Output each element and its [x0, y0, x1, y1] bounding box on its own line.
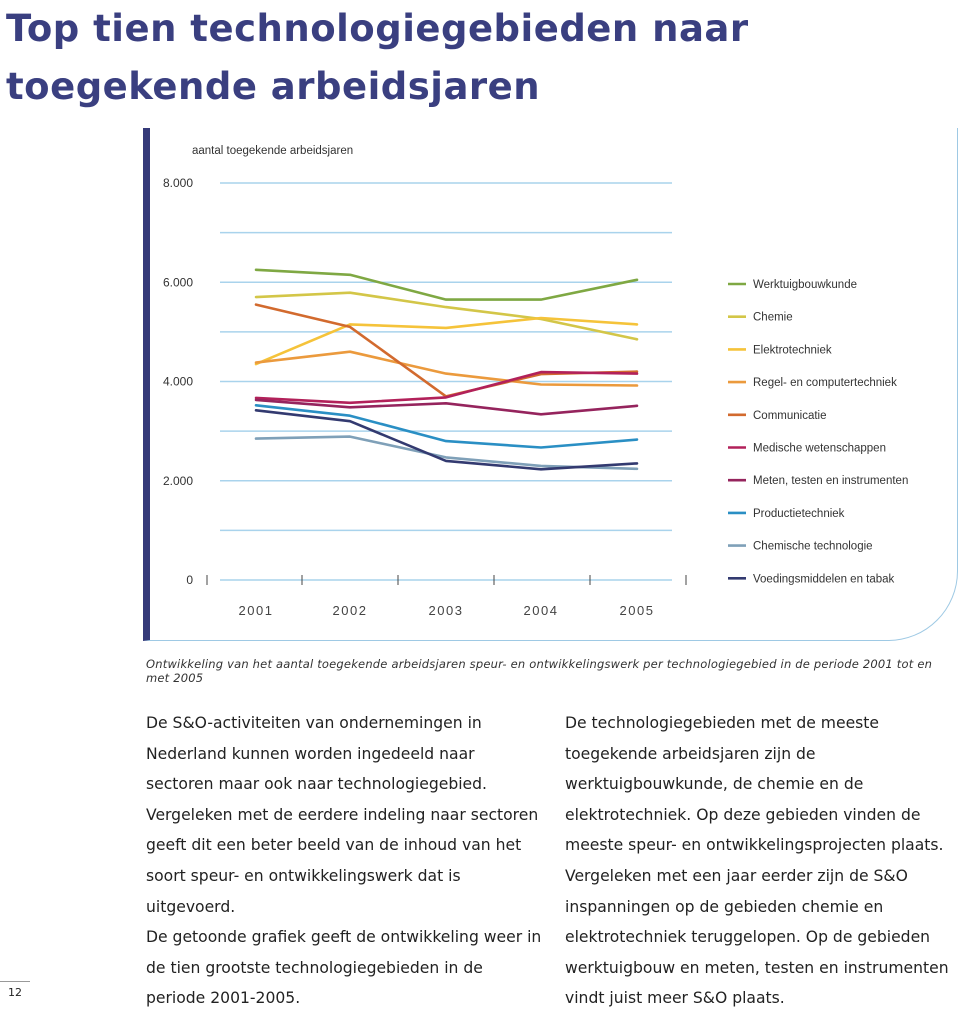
x-tick-label: 2003	[428, 603, 464, 618]
y-tick-label: 4.000	[162, 374, 193, 389]
y-tick-label: 2.000	[162, 473, 193, 488]
legend-label: Productietechniek	[753, 507, 845, 520]
paragraph: De S&O-activiteiten van ondernemingen in Nederland kunnen worden ingedeeld naar sectoren maar ook naar technologiegebied. Vergeleken met de eerdere indeling naar sectoren geeft dit een beter beeld van de inhoud van het soort speur- en ontwikkelingswerk dat is uitgevoerd.	[146, 714, 539, 916]
x-axis	[207, 575, 686, 618]
paragraph: De getoonde grafiek geeft de ontwikkeling weer in de tien grootste technologiegebieden in de periode 2001-2005.	[146, 928, 542, 1008]
x-tick-label: 2001	[238, 603, 274, 618]
series-line	[256, 372, 637, 403]
x-tick-label: 2002	[332, 603, 368, 618]
legend-label: Communicatie	[753, 409, 827, 422]
series-line	[256, 410, 637, 469]
chart-caption: Ontwikkeling van het aantal toegekende arbeidsjaren speur- en ontwikkelingswerk per technologiegebied in de periode 2001 tot en met 2005	[146, 657, 933, 685]
series-line	[256, 305, 637, 397]
page-number-rule	[0, 981, 30, 982]
legend-label: Meten, testen en instrumenten	[753, 475, 909, 488]
y-axis-label: aantal toegekende arbeidsjaren	[192, 145, 354, 157]
legend-label: Chemie	[753, 311, 793, 324]
x-tick-label: 2004	[523, 603, 559, 618]
series-line	[256, 352, 637, 386]
body-text-left	[146, 708, 546, 1014]
legend-label: Elektrotechniek	[753, 344, 832, 357]
legend-label: Regel- en computertechniek	[753, 377, 897, 390]
x-tick-label: 2005	[619, 603, 655, 618]
body-text-right	[565, 708, 960, 1014]
y-tick-label: 8.000	[162, 176, 193, 190]
legend-label: Medische wetenschappen	[753, 442, 886, 455]
page-number: 12	[8, 986, 22, 999]
legend	[728, 279, 908, 585]
legend-label: Werktuigbouwkunde	[753, 279, 857, 291]
page-title: Top tien technologiegebieden naar toegekende arbeidsjaren	[6, 7, 749, 108]
y-tick-labels	[163, 176, 193, 587]
y-tick-label: 6.000	[162, 275, 193, 290]
paragraph: De technologiegebieden met de meeste toegekende arbeidsjaren zijn de werktuigbouwkunde, de chemie en de elektrotechniek. Op deze gebieden vinden de meeste speur- en ontwikkelingsprojecten plaats. Vergeleken met een jaar eerder zijn de S&O inspanningen op de gebieden chemie en elektrotechniek teruggelopen. Op de gebieden werktuigbouw en meten, testen en instrumenten vindt juist meer S&O plaats.	[565, 714, 949, 1008]
legend-label: Voedingsmiddelen en tabak	[753, 573, 895, 586]
y-tick-label: 0	[186, 573, 193, 587]
series-lines	[256, 270, 637, 470]
legend-label: Chemische technologie	[753, 540, 873, 553]
grid-lines	[220, 183, 672, 530]
